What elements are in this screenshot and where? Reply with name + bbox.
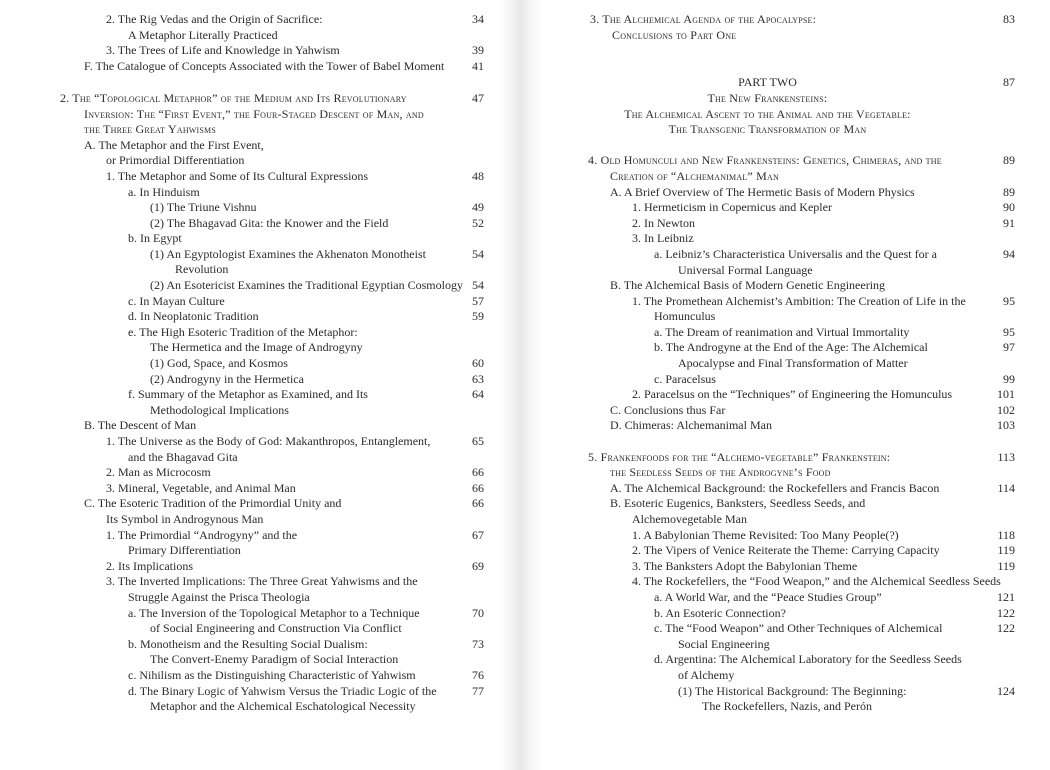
chapter-heading: 3. The Alchemical Agenda of the Apocalypse: <box>590 12 817 26</box>
toc-line: d. Argentina: The Alchemical Laboratory for the Seedless Seeds <box>654 652 962 666</box>
toc-line: (2) The Bhagavad Gita: the Knower and the Field <box>150 216 389 230</box>
toc-line: Homunculus <box>654 309 716 323</box>
toc-line: c. The “Food Weapon” and Other Techniques of Alchemical <box>654 621 943 635</box>
toc-page-number: 121 <box>997 590 1015 604</box>
toc-page-number: 95 <box>1003 294 1015 308</box>
toc-line: D. Chimeras: Alchemanimal Man <box>610 418 772 432</box>
toc-page-number: 90 <box>1003 200 1015 214</box>
toc-line: Primary Differentiation <box>128 543 241 557</box>
toc-page-number: 73 <box>472 637 484 651</box>
toc-line: (2) Androgyny in the Hermetica <box>150 372 304 386</box>
toc-page-number: 34 <box>472 12 484 26</box>
part-title: PART TWO <box>738 75 797 89</box>
toc-page-number: 103 <box>997 418 1015 432</box>
toc-line: 1. The Metaphor and Some of Its Cultural Expressions <box>106 169 369 183</box>
toc-page-number: 77 <box>472 684 484 698</box>
toc-line: e. The High Esoteric Tradition of the Metaphor: <box>128 325 358 339</box>
toc-page-number: 89 <box>1003 153 1015 167</box>
toc-line: of Social Engineering and Construction Via Conflict <box>150 621 402 635</box>
toc-line: 1. The Universe as the Body of God: Makanthropos, Entanglement, <box>106 434 431 448</box>
part-subtitle: The Transgenic Transformation of Man <box>668 122 867 136</box>
toc-page-number: 102 <box>997 403 1015 417</box>
toc-line: c. Nihilism as the Distinguishing Characteristic of Yahwism <box>128 668 416 682</box>
toc-page-number: 48 <box>472 169 484 183</box>
toc-line: 4. The Rockefellers, the “Food Weapon,” and the Alchemical Seedless Seeds <box>632 574 1001 588</box>
toc-line: (1) An Egyptologist Examines the Akhenaton Monotheist <box>150 247 426 261</box>
toc-page-number: 122 <box>997 606 1015 620</box>
toc-line: 1. The Primordial “Androgyny” and the <box>106 528 298 542</box>
toc-line: 3. The Banksters Adopt the Babylonian Theme <box>632 559 858 573</box>
toc-page-number: 114 <box>997 481 1015 495</box>
chapter-heading: the Seedless Seeds of the Androgyne’s Food <box>610 465 831 479</box>
toc-page-number: 52 <box>472 216 484 230</box>
toc-page-number: 57 <box>472 294 484 308</box>
toc-line: The Hermetica and the Image of Androgyny <box>150 340 363 354</box>
toc-line: Alchemovegetable Man <box>632 512 747 526</box>
toc-page-number: 49 <box>472 200 484 214</box>
toc-page-number: 66 <box>472 481 484 495</box>
toc-page-number: 66 <box>472 465 484 479</box>
toc-line: C. The Esoteric Tradition of the Primordial Unity and <box>84 496 342 510</box>
toc-page-number: 59 <box>472 309 484 323</box>
toc-page-number: 101 <box>997 387 1015 401</box>
toc-line: a. Leibniz’s Characteristica Universalis and the Quest for a <box>654 247 937 261</box>
toc-line: Struggle Against the Prisca Theologia <box>128 590 310 604</box>
toc-line: or Primordial Differentiation <box>106 153 245 167</box>
toc-page-number: 94 <box>1003 247 1015 261</box>
chapter-heading: Inversion: The “First Event,” the Four-Staged Descent of Man, and <box>84 107 424 121</box>
toc-line: of Alchemy <box>678 668 735 682</box>
toc-line: and the Bhagavad Gita <box>128 450 238 464</box>
toc-line: B. Esoteric Eugenics, Banksters, Seedless Seeds, and <box>610 496 866 510</box>
toc-line: B. The Alchemical Basis of Modern Genetic Engineering <box>610 278 886 292</box>
toc-page-number: 67 <box>472 528 484 542</box>
toc-line: B. The Descent of Man <box>84 418 197 432</box>
toc-page-number: 113 <box>997 450 1015 464</box>
toc-line: F. The Catalogue of Concepts Associated with the Tower of Babel Moment <box>84 59 445 73</box>
toc-page-number: 63 <box>472 372 484 386</box>
toc-line: 1. Hermeticism in Copernicus and Kepler <box>632 200 832 214</box>
toc-line: d. In Neoplatonic Tradition <box>128 309 259 323</box>
toc-line: a. In Hinduism <box>128 185 200 199</box>
chapter-heading: 5. Frankenfoods for the “Alchemo-vegetable” Frankenstein: <box>588 450 891 464</box>
toc-line: a. The Dream of reanimation and Virtual Immortality <box>654 325 910 339</box>
toc-line: a. A World War, and the “Peace Studies Group” <box>654 590 882 604</box>
toc-line: c. Paracelsus <box>654 372 716 386</box>
toc-line: Methodological Implications <box>150 403 289 417</box>
toc-page-number: 119 <box>997 559 1015 573</box>
toc-page-number: 122 <box>997 621 1015 635</box>
toc-page-number: 87 <box>1003 75 1015 89</box>
toc-line: b. In Egypt <box>128 231 182 245</box>
toc-line: (1) The Triune Vishnu <box>150 200 257 214</box>
toc-page-number: 83 <box>1003 12 1015 26</box>
toc-line: b. Monotheism and the Resulting Social Dualism: <box>128 637 368 651</box>
toc-page-number: 99 <box>1003 372 1015 386</box>
toc-page-number: 118 <box>997 528 1015 542</box>
toc-line: a. The Inversion of the Topological Metaphor to a Technique <box>128 606 420 620</box>
chapter-heading: 4. Old Homunculi and New Frankensteins: Genetics, Chimeras, and the <box>588 153 942 167</box>
toc-line: 2. The Rig Vedas and the Origin of Sacrifice: <box>106 12 323 26</box>
toc-line: (1) God, Space, and Kosmos <box>150 356 288 370</box>
toc-line: 3. Mineral, Vegetable, and Animal Man <box>106 481 296 495</box>
toc-page-number: 54 <box>472 247 484 261</box>
toc-line: 2. In Newton <box>632 216 695 230</box>
toc-line: Apocalypse and Final Transformation of Matter <box>678 356 908 370</box>
left-page <box>0 0 510 770</box>
toc-page-number: 54 <box>472 278 484 292</box>
toc-line: c. In Mayan Culture <box>128 294 225 308</box>
chapter-heading: Conclusions to Part One <box>612 28 737 42</box>
toc-page-number: 41 <box>472 59 484 73</box>
toc-line: 3. In Leibniz <box>632 231 694 245</box>
toc-line: 3. The Inverted Implications: The Three Great Yahwisms and the <box>106 574 418 588</box>
toc-line: 2. The Vipers of Venice Reiterate the Theme: Carrying Capacity <box>632 543 940 557</box>
toc-page-number: 124 <box>997 684 1015 698</box>
toc-line: Its Symbol in Androgynous Man <box>106 512 264 526</box>
toc-page-number: 95 <box>1003 325 1015 339</box>
toc-line: b. The Androgyne at the End of the Age: The Alchemical <box>654 340 928 354</box>
toc-page-number: 70 <box>472 606 484 620</box>
toc-page-number: 69 <box>472 559 484 573</box>
toc-page-number: 119 <box>997 543 1015 557</box>
toc-line: 2. Man as Microcosm <box>106 465 211 479</box>
toc-page-number: 66 <box>472 496 484 510</box>
toc-line: d. The Binary Logic of Yahwism Versus the Triadic Logic of the <box>128 684 437 698</box>
toc-page-number: 64 <box>472 387 484 401</box>
toc-line: b. An Esoteric Connection? <box>654 606 786 620</box>
toc-line: (1) The Historical Background: The Beginning: <box>678 684 907 698</box>
toc-line: Metaphor and the Alchemical Eschatological Necessity <box>150 699 416 713</box>
part-subtitle: The New Frankensteins: <box>707 91 828 105</box>
toc-line: Universal Formal Language <box>678 263 813 277</box>
toc-line: A. The Alchemical Background: the Rockefellers and Francis Bacon <box>610 481 940 495</box>
chapter-heading: 2. The “Topological Metaphor” of the Medium and Its Revolutionary <box>60 91 407 105</box>
toc-line: f. Summary of the Metaphor as Examined, and Its <box>128 387 368 401</box>
chapter-heading: the Three Great Yahwisms <box>84 122 217 136</box>
toc-line: The Rockefellers, Nazis, and Perón <box>702 699 872 713</box>
toc-line: A. A Brief Overview of The Hermetic Basis of Modern Physics <box>610 185 915 199</box>
toc-line: 1. The Promethean Alchemist’s Ambition: The Creation of Life in the <box>632 294 966 308</box>
toc-line: A. The Metaphor and the First Event, <box>84 138 264 152</box>
toc-page-number: 39 <box>472 43 484 57</box>
toc-line: Revolution <box>175 262 229 276</box>
toc-page-number: 47 <box>472 91 484 105</box>
chapter-heading: Creation of “Alchemanimal” Man <box>610 169 779 183</box>
toc-line: The Convert-Enemy Paradigm of Social Interaction <box>150 652 399 666</box>
toc-page-number: 60 <box>472 356 484 370</box>
toc-line: 2. Its Implications <box>106 559 193 573</box>
toc-line: 2. Paracelsus on the “Techniques” of Engineering the Homunculus <box>632 387 953 401</box>
right-page <box>530 0 1050 770</box>
toc-line: 1. A Babylonian Theme Revisited: Too Many People(?) <box>632 528 899 542</box>
toc-line: C. Conclusions thus Far <box>610 403 726 417</box>
toc-page-number: 65 <box>472 434 484 448</box>
toc-page-number: 89 <box>1003 185 1015 199</box>
toc-line: Social Engineering <box>678 637 770 651</box>
toc-page-number: 97 <box>1003 340 1015 354</box>
toc-line: 3. The Trees of Life and Knowledge in Yahwism <box>106 43 340 57</box>
toc-line: A Metaphor Literally Practiced <box>128 28 278 42</box>
toc-line: (2) An Esotericist Examines the Traditional Egyptian Cosmology <box>150 278 463 292</box>
toc-page-number: 76 <box>472 668 484 682</box>
toc-page-number: 91 <box>1003 216 1015 230</box>
part-subtitle: The Alchemical Ascent to the Animal and the Vegetable: <box>624 107 911 121</box>
